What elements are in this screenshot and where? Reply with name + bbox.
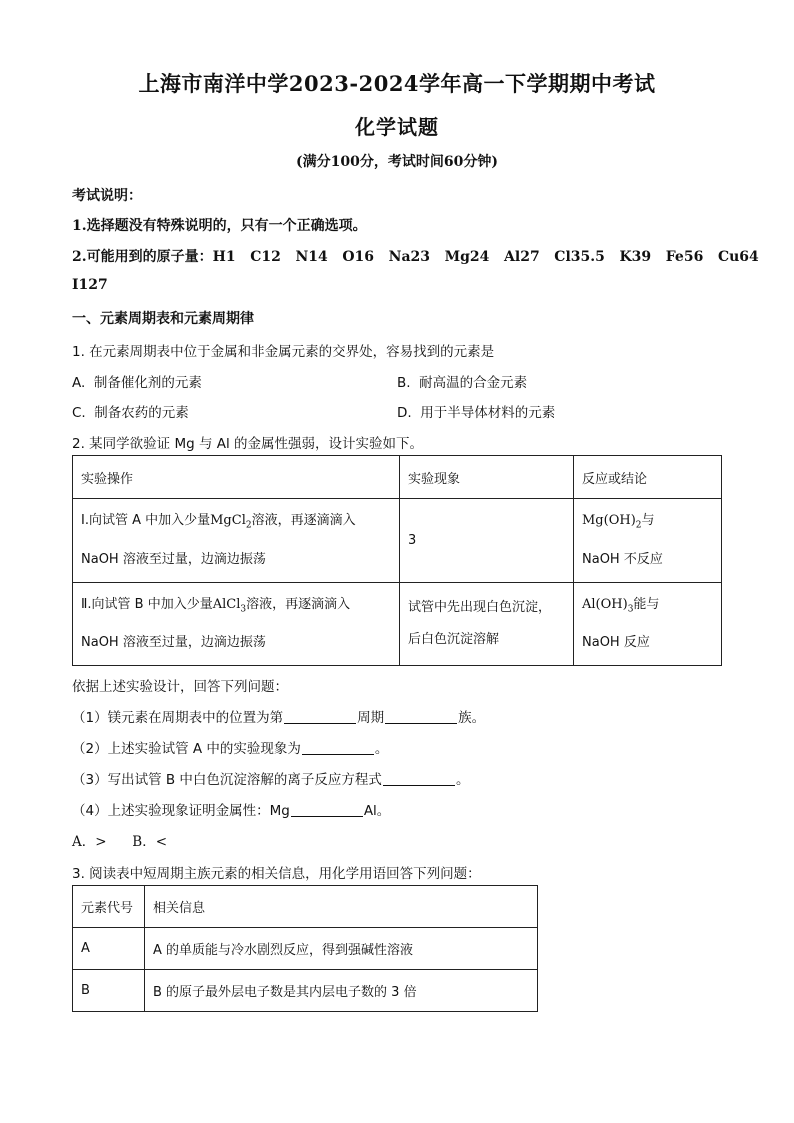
row2-conclusion bbox=[574, 583, 722, 666]
answer-blank[interactable] bbox=[302, 740, 374, 755]
q2-sub3 bbox=[72, 768, 469, 788]
row2-op-formula-sub: 3 bbox=[240, 604, 247, 615]
row2-conc-post: 能与 bbox=[633, 596, 660, 612]
answer-blank[interactable] bbox=[291, 802, 363, 817]
header-element-code: 元素代号 bbox=[73, 886, 145, 928]
row2-op-line2: NaOH 溶液至过量，边滴边振荡 bbox=[81, 635, 266, 651]
q2-sub1 bbox=[72, 706, 485, 726]
row1-conc-sub: 2 bbox=[635, 520, 642, 531]
answer-blank[interactable] bbox=[385, 709, 457, 724]
row1-operation bbox=[73, 499, 400, 583]
row-a-info: A 的单质能与冷水剧烈反应，得到强碱性溶液 bbox=[145, 928, 538, 970]
element-info-table bbox=[72, 885, 538, 1012]
header-info: 相关信息 bbox=[145, 886, 538, 928]
row1-conc-post: 与 bbox=[641, 513, 655, 529]
header-conclusion: 反应或结论 bbox=[574, 456, 722, 499]
row2-operation bbox=[73, 583, 400, 666]
row2-op-pre: Ⅱ.向试管 B 中加入少量 bbox=[81, 596, 213, 612]
table-row bbox=[73, 499, 722, 583]
section-heading: 一、元素周期表和元素周期律 bbox=[72, 311, 254, 327]
exam-subtitle: 化学试题 bbox=[355, 115, 439, 139]
row2-phen-line2: 后白色沉淀溶解 bbox=[408, 632, 500, 647]
q1-option-a: A. 制备催化剂的元素 bbox=[72, 375, 202, 391]
q2-sub4-end: Al。 bbox=[363, 803, 391, 819]
row1-conc-line2: NaOH 不反应 bbox=[582, 551, 663, 567]
row1-conc-formula: Mg(OH) bbox=[582, 513, 636, 529]
q2-sub4 bbox=[72, 799, 390, 819]
instruction-item-1: 1.选择题没有特殊说明的，只有一个正确选项。 bbox=[72, 218, 367, 234]
row-b-info: B 的原子最外层电子数是其内层电子数的 3 倍 bbox=[145, 970, 538, 1012]
q2-sub2 bbox=[72, 737, 388, 757]
q2-sub1-text: （1）镁元素在周期表中的位置为第 bbox=[72, 710, 284, 726]
q1-stem: 1. 在元素周期表中位于金属和非金属元素的交界处，容易找到的元素是 bbox=[72, 344, 495, 360]
answer-blank[interactable] bbox=[383, 771, 455, 786]
exam-title: 上海市南洋中学2023-2024学年高一下学期期中考试 bbox=[138, 71, 656, 96]
row1-op-line2: NaOH 溶液至过量，边滴边振荡 bbox=[81, 551, 266, 567]
table-row bbox=[73, 583, 722, 666]
header-operation: 实验操作 bbox=[73, 456, 400, 499]
q2-sub2-end: 。 bbox=[374, 741, 389, 757]
q3-stem: 3. 阅读表中短周期主族元素的相关信息，用化学用语回答下列问题： bbox=[72, 866, 481, 882]
row2-conc-sub: 3 bbox=[627, 604, 634, 615]
q1-option-c: C. 制备农药的元素 bbox=[72, 405, 189, 421]
q2-sub1-text2: 周期 bbox=[357, 710, 385, 726]
row-a-code: A bbox=[73, 928, 145, 970]
row1-op-pre: Ⅰ.向试管 A 中加入少量 bbox=[81, 513, 211, 529]
q2-followup: 依据上述实验设计，回答下列问题： bbox=[72, 679, 288, 695]
q2-stem: 2. 某同学欲验证 Mg 与 Al 的金属性强弱，设计实验如下。 bbox=[72, 436, 424, 452]
instructions-heading: 考试说明： bbox=[72, 188, 142, 204]
row2-conc-line2: NaOH 反应 bbox=[582, 635, 650, 651]
q2-sub4-text: （4）上述实验现象证明金属性：Mg bbox=[72, 803, 290, 819]
table-header-row bbox=[73, 456, 722, 499]
exam-info: (满分100分，考试时间60分钟) bbox=[296, 154, 498, 170]
table-row bbox=[73, 970, 538, 1012]
q2-sub3-text: （3）写出试管 B 中白色沉淀溶解的离子反应方程式 bbox=[72, 772, 382, 788]
q2-sub3-end: 。 bbox=[455, 772, 470, 788]
row-b-code: B bbox=[73, 970, 145, 1012]
row1-conclusion bbox=[574, 499, 722, 583]
row2-op-post: 溶液，再逐滴滴入 bbox=[246, 596, 351, 612]
instruction-item-2: 2.可能用到的原子量：H1 C12 N14 O16 Na23 Mg24 Al27 Cl35.5 K39 Fe56 Cu64 bbox=[72, 249, 759, 265]
q1-option-b: B. 耐高温的合金元素 bbox=[397, 375, 528, 391]
row1-phenomenon: 3 bbox=[400, 499, 574, 583]
row2-phen-line1: 试管中先出现白色沉淀， bbox=[408, 600, 552, 615]
instruction-item-2-cont: I127 bbox=[72, 277, 108, 293]
table-header-row bbox=[73, 886, 538, 928]
header-phenomenon: 实验现象 bbox=[400, 456, 574, 499]
row2-conc-formula: Al(OH) bbox=[582, 596, 628, 612]
row1-op-post: 溶液，再逐滴滴入 bbox=[251, 513, 356, 529]
table-row bbox=[73, 928, 538, 970]
experiment-table bbox=[72, 455, 722, 666]
q1-option-d: D. 用于半导体材料的元素 bbox=[397, 405, 556, 421]
q2-sub2-text: （2）上述实验试管 A 中的实验现象为 bbox=[72, 741, 301, 757]
row1-op-formula-sub: 2 bbox=[245, 520, 252, 531]
answer-blank[interactable] bbox=[284, 709, 356, 724]
q2-sub1-text3: 族。 bbox=[458, 710, 486, 726]
q2-choices: A．> B．< bbox=[72, 834, 168, 850]
row1-op-formula: MgCl bbox=[210, 513, 246, 529]
row2-op-formula: AlCl bbox=[212, 596, 241, 612]
row2-phenomenon bbox=[400, 583, 574, 666]
